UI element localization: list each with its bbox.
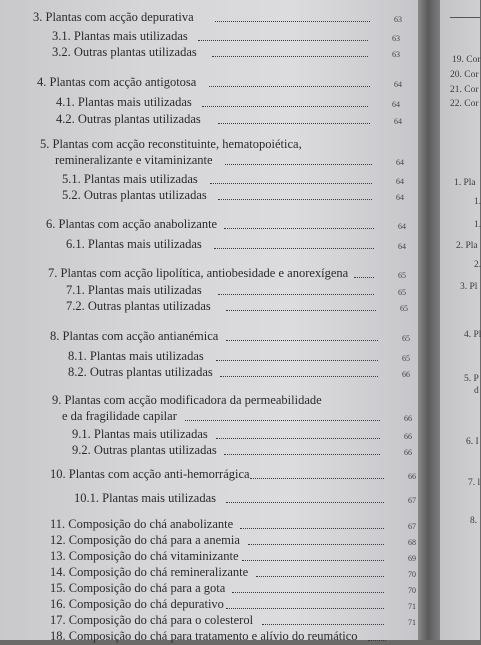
toc-entry-label: 4.1. Plantas mais utilizadas (56, 95, 192, 109)
toc-entry (0, 565, 418, 581)
toc-entry (0, 581, 418, 597)
toc-page-number: 66 (404, 448, 412, 457)
toc-entry (0, 95, 418, 111)
toc-entry (0, 172, 418, 188)
toc-leader-dots (210, 183, 372, 184)
right-page-fragment: 1. (474, 220, 481, 230)
toc-entry-label: 11. Composição do chá anabolizante (50, 517, 234, 531)
toc-entry (0, 137, 418, 153)
toc-entry (0, 45, 418, 61)
toc-entry (0, 549, 418, 565)
right-page-fragment: 6. I (466, 437, 479, 447)
toc-entry-label: 17. Composição do chá para o colesterol (50, 613, 254, 627)
right-page-fragment: 5. P (464, 374, 479, 384)
toc-entry-label: 12. Composição do chá para a anemia (50, 533, 240, 547)
toc-page-number: 67 (408, 522, 416, 531)
toc-entry (0, 409, 418, 425)
toc-page-number: 66 (408, 472, 416, 481)
toc-page-number: 64 (396, 193, 404, 202)
top-rule (450, 17, 480, 18)
toc-leader-dots (226, 608, 384, 609)
toc-entry-label: 10. Plantas com acção anti-hemorrágica (50, 467, 250, 481)
toc-page-number: 63 (392, 34, 400, 43)
toc-entry-label: 9. Plantas com acção modificadora da permeabilidade (52, 393, 322, 407)
toc-page-number: 70 (408, 586, 416, 595)
toc-leader-dots (185, 420, 380, 421)
toc-leader-dots (256, 576, 384, 577)
toc-entry-label: 3.2. Outras plantas utilizadas (52, 45, 197, 59)
toc-entry-label: 8. Plantas com acção antianémica (50, 329, 219, 343)
right-page-fragment: 7. l (468, 478, 481, 488)
toc-entry (0, 597, 418, 613)
toc-entry (0, 629, 418, 645)
right-page-fragment: 19. Cor (452, 55, 481, 65)
toc-page-number: 65 (398, 271, 406, 280)
toc-leader-dots (224, 228, 374, 229)
toc-leader-dots (218, 199, 372, 200)
toc-entry-label: 6. Plantas com acção anabolizante (46, 217, 218, 231)
toc-page-number: 66 (402, 370, 410, 379)
toc-entry (0, 329, 418, 345)
right-page-fragment: 20. Cor (450, 70, 479, 80)
toc-page-number: 64 (392, 100, 400, 109)
toc-page-number: 63 (394, 15, 402, 24)
right-page-fragment: 21. Cor (450, 85, 479, 95)
toc-entry-label: 4. Plantas com acção antigotosa (37, 75, 197, 89)
right-page-fragment: 1. (474, 197, 481, 207)
toc-leader-dots (202, 106, 368, 107)
toc-entry (0, 75, 418, 91)
toc-leader-dots (225, 164, 372, 165)
toc-entry (0, 613, 418, 629)
toc-entry (0, 517, 418, 533)
toc-entry-label: 4.2. Outras plantas utilizadas (56, 112, 201, 126)
toc-entry (0, 533, 418, 549)
toc-entry (0, 188, 418, 204)
toc-entry (0, 153, 418, 169)
toc-leader-dots (232, 592, 384, 593)
toc-leader-dots (368, 640, 386, 641)
toc-entry-label: 5.2. Outras plantas utilizadas (62, 188, 207, 202)
toc-page-number: 65 (398, 288, 406, 297)
toc-page-number: 66 (404, 414, 412, 423)
toc-leader-dots (242, 560, 384, 561)
toc-page-number: 69 (408, 554, 416, 563)
toc-entry (0, 491, 418, 507)
toc-leader-dots (248, 544, 384, 545)
toc-page-number: 70 (408, 570, 416, 579)
toc-page-number: 64 (396, 158, 404, 167)
toc-page-number: 64 (398, 242, 406, 251)
toc-leader-dots (220, 376, 378, 377)
toc-entry-label: 6.1. Plantas mais utilizadas (66, 237, 202, 251)
toc-entry-label: 8.2. Outras plantas utilizadas (68, 365, 213, 379)
toc-entry (0, 443, 418, 459)
toc-page-number: 64 (394, 117, 402, 126)
toc-entry-label: 16. Composição do chá depurativo (50, 597, 224, 611)
book-gutter (418, 0, 440, 640)
toc-leader-dots (240, 528, 384, 529)
toc-entry-label: 7. Plantas com acção lipolítica, antiobesidade e anorexígena (48, 266, 349, 280)
toc-entry-label: 9.2. Outras plantas utilizadas (72, 443, 217, 457)
toc-entry-label: e da fragilidade capilar (62, 409, 177, 423)
right-page-fragment: 2. Pla (456, 241, 478, 251)
toc-entry-label: 15. Composição do chá para a gota (50, 581, 226, 595)
toc-leader-dots (218, 123, 370, 124)
toc-leader-dots (216, 360, 378, 361)
toc-entry (0, 29, 418, 45)
toc-leader-dots (216, 438, 380, 439)
toc-entry-label: remineralizante e vitaminizante (55, 153, 213, 167)
toc-page-number: 65 (402, 354, 410, 363)
toc-entry (0, 10, 418, 26)
toc-entry (0, 349, 418, 365)
toc-page-number: 67 (408, 496, 416, 505)
toc-leader-dots (212, 56, 368, 57)
toc-entry-label: 3. Plantas com acção depurativa (33, 10, 194, 24)
toc-entry (0, 283, 418, 299)
right-page-fragment: d (474, 386, 479, 396)
toc-entry-label: 8.1. Plantas mais utilizadas (68, 349, 204, 363)
toc-leader-dots (226, 340, 378, 341)
toc-leader-dots (250, 478, 384, 479)
toc-page-number: 68 (408, 538, 416, 547)
toc-leader-dots (224, 454, 380, 455)
toc-entry (0, 266, 418, 282)
toc-entry-label: 10.1. Plantas mais utilizadas (74, 491, 216, 505)
toc-leader-dots (218, 294, 374, 295)
right-book-page (440, 0, 480, 640)
right-page-fragment: 2. (474, 260, 481, 270)
right-page-fragment: 4. Pl (464, 330, 481, 340)
toc-entry-label: 7.2. Outras plantas utilizadas (66, 299, 211, 313)
toc-entry (0, 427, 418, 443)
toc-entry (0, 112, 418, 128)
toc-entry-label: 3.1. Plantas mais utilizadas (52, 29, 188, 43)
toc-leader-dots (226, 502, 384, 503)
toc-leader-dots (215, 21, 370, 22)
toc-leader-dots (354, 277, 374, 278)
toc-entry (0, 393, 418, 409)
toc-entry (0, 365, 418, 381)
toc-leader-dots (198, 40, 368, 41)
toc-entry (0, 217, 418, 233)
right-page-fragment: 1. Pla (454, 178, 476, 188)
toc-page-number: 63 (392, 50, 400, 59)
toc-leader-dots (209, 86, 370, 87)
toc-page-number: 71 (408, 602, 416, 611)
toc-entry (0, 237, 418, 253)
toc-page-number: 64 (396, 177, 404, 186)
toc-page-number: 64 (394, 80, 402, 89)
toc-page-number: 71 (408, 618, 416, 627)
toc-page-number: 65 (402, 334, 410, 343)
toc-entry-label: 13. Composição do chá vitaminizante (50, 549, 239, 563)
toc-leader-dots (226, 310, 376, 311)
right-page-fragment: 3. Pl (460, 282, 478, 292)
toc-entry-label: 5.1. Plantas mais utilizadas (62, 172, 198, 186)
toc-leader-dots (214, 248, 374, 249)
toc-entry (0, 299, 418, 315)
toc-entry (0, 467, 418, 483)
toc-leader-dots (262, 624, 384, 625)
toc-page-number: 65 (400, 304, 408, 313)
toc-entry-label: 5. Plantas com acção reconstituinte, hematopoiética, (40, 137, 302, 151)
toc-entry-label: 7.1. Plantas mais utilizadas (66, 283, 202, 297)
toc-page-number: 66 (404, 432, 412, 441)
right-page-fragment: 22. Cor (450, 99, 479, 109)
right-page-fragment: 8. (470, 516, 478, 526)
toc-page-number: 64 (398, 222, 406, 231)
toc-entry-label: 9.1. Plantas mais utilizadas (72, 427, 208, 441)
toc-entry-label: 18. Composição do chá para tratamento e alívio do reumático (50, 629, 358, 643)
toc-entry-label: 14. Composição do chá remineralizante (50, 565, 249, 579)
